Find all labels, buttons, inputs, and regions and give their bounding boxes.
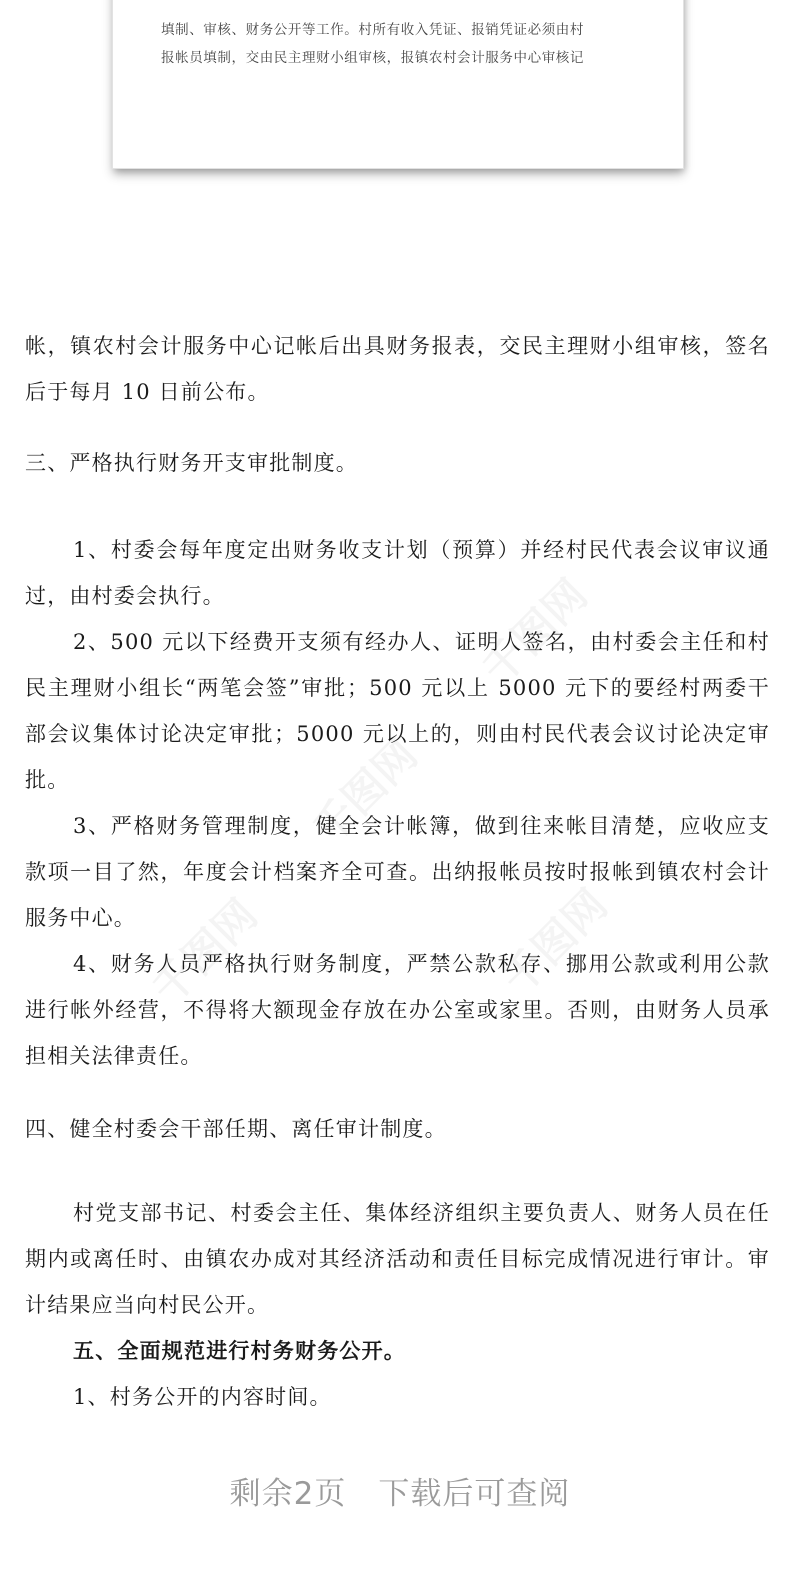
section-heading-5: 五、全面规范进行村务财务公开。 bbox=[73, 1338, 406, 1363]
list-item-2: 2、500 元以下经费开支须有经办人、证明人签名，由村委会主任和村民主理财小组长“两笔会签”审批；500 元以上 5000 元下的要经村两委干部会议集体讨论决定审批；5000 元以上的，则由村民代表会议讨论决定审批。 bbox=[25, 630, 770, 792]
download-hint-label: 下载后可查阅 bbox=[378, 1476, 571, 1512]
list-item-5: 1、村务公开的内容时间。 bbox=[73, 1385, 332, 1409]
section-heading-3: 三、严格执行财务开支审批制度。 bbox=[25, 451, 358, 475]
preview-line: 报帐员填制，交由民主理财小组审核，报镇农村会计服务中心审核记 bbox=[161, 50, 584, 66]
remaining-pages-notice[interactable] bbox=[0, 1468, 800, 1513]
list-item-1: 1、村委会每年度定出财务收支计划（预算）并经村民代表会议审议通过，由村委会执行。 bbox=[25, 538, 770, 608]
list-item-4: 4、财务人员严格执行财务制度，严禁公款私存、挪用公款或利用公款进行帐外经营，不得将大额现金存放在办公室或家里。否则，由财务人员承担相关法律责任。 bbox=[25, 952, 770, 1068]
paragraph-audit: 村党支部书记、村委会主任、集体经济组织主要负责人、财务人员在任期内或离任时、由镇农办成对其经济活动和责任目标完成情况进行审计。审计结果应当向村民公开。 bbox=[25, 1201, 770, 1317]
section-heading-4: 四、健全村委会干部任期、离任审计制度。 bbox=[25, 1117, 447, 1141]
document-preview-card bbox=[113, 0, 683, 168]
preview-line: 填制、审核、财务公开等工作。村所有收入凭证、报销凭证必须由村 bbox=[161, 22, 584, 38]
paragraph-continuation: 帐，镇农村会计服务中心记帐后出具财务报表，交民主理财小组审核，签名后于每月 10 日前公布。 bbox=[25, 334, 770, 404]
remaining-pages-label: 剩余2页 bbox=[229, 1476, 347, 1512]
list-item-3: 3、严格财务管理制度，健全会计帐簿，做到往来帐目清楚，应收应支款项一目了然，年度会计档案齐全可查。出纳报帐员按时报帐到镇农村会计服务中心。 bbox=[25, 814, 770, 930]
